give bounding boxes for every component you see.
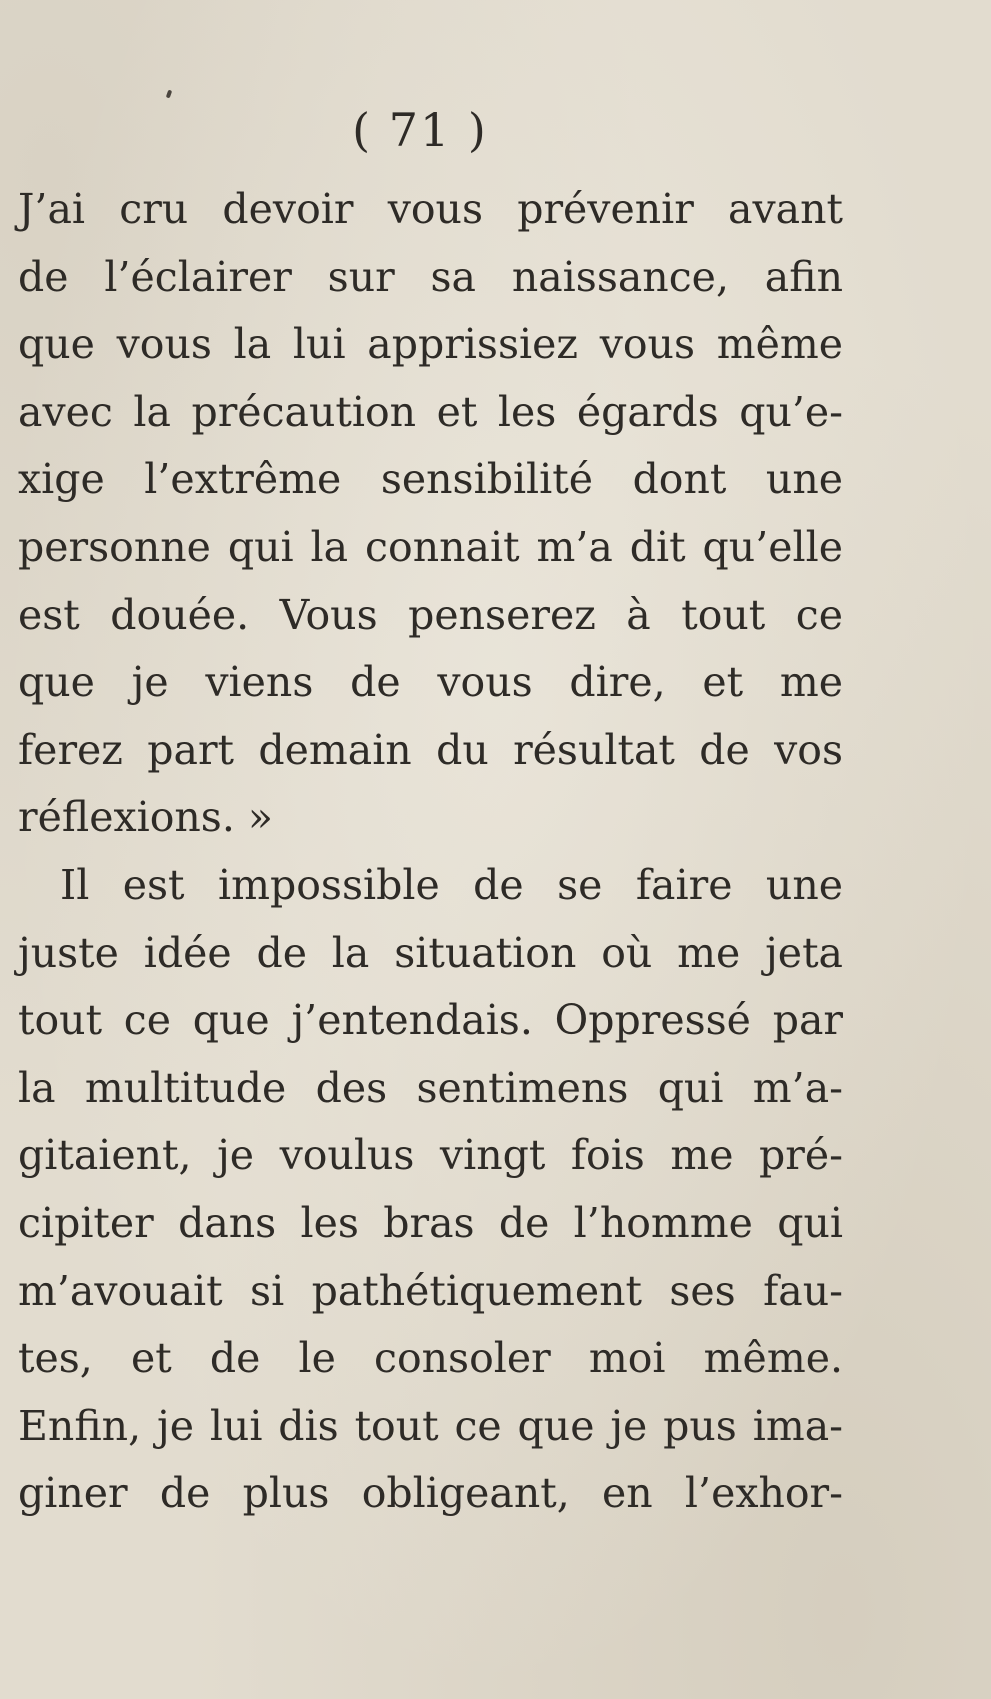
text-line: ferez part demain du résultat de vos <box>18 725 843 774</box>
text-line: xige l’extrême sensibilité dont une <box>18 455 843 504</box>
text-line: cipiter dans les bras de l’homme qui <box>18 1198 843 1247</box>
text-line: juste idée de la situation où me jeta <box>18 928 843 977</box>
text-line: Enfin, je lui dis tout ce que je pus ima- <box>18 1401 843 1450</box>
text-line: tes, et de le consoler moi même. <box>18 1334 843 1383</box>
text-line: tout ce que j’entendais. Oppressé par <box>18 996 843 1045</box>
body-text <box>18 176 843 1528</box>
page-number: ( 71 ) <box>352 103 488 157</box>
text-line: Il est impossible de se faire une <box>60 860 843 909</box>
text-line: réflexions. » <box>18 793 273 842</box>
text-line: giner de plus obligeant, en l’exhor- <box>18 1469 843 1518</box>
text-line: est douée. Vous penserez à tout ce <box>18 590 843 639</box>
text-line: J’ai cru devoir vous prévenir avant <box>18 185 843 233</box>
text-line: avec la précaution et les égards qu’e- <box>18 387 843 436</box>
text-line: que je viens de vous dire, et me <box>18 658 843 707</box>
text-line: de l’éclairer sur sa naissance, afin <box>18 252 843 301</box>
text-line: la multitude des sentimens qui m’a- <box>18 1063 843 1112</box>
text-line: gitaient, je voulus vingt fois me pré- <box>18 1131 843 1180</box>
text-line: personne qui la connait m’a dit qu’elle <box>18 522 843 571</box>
ink-mark <box>166 90 172 99</box>
text-line: que vous la lui apprissiez vous même <box>18 320 843 369</box>
text-line: m’avouait si pathétiquement ses fau- <box>18 1266 843 1315</box>
